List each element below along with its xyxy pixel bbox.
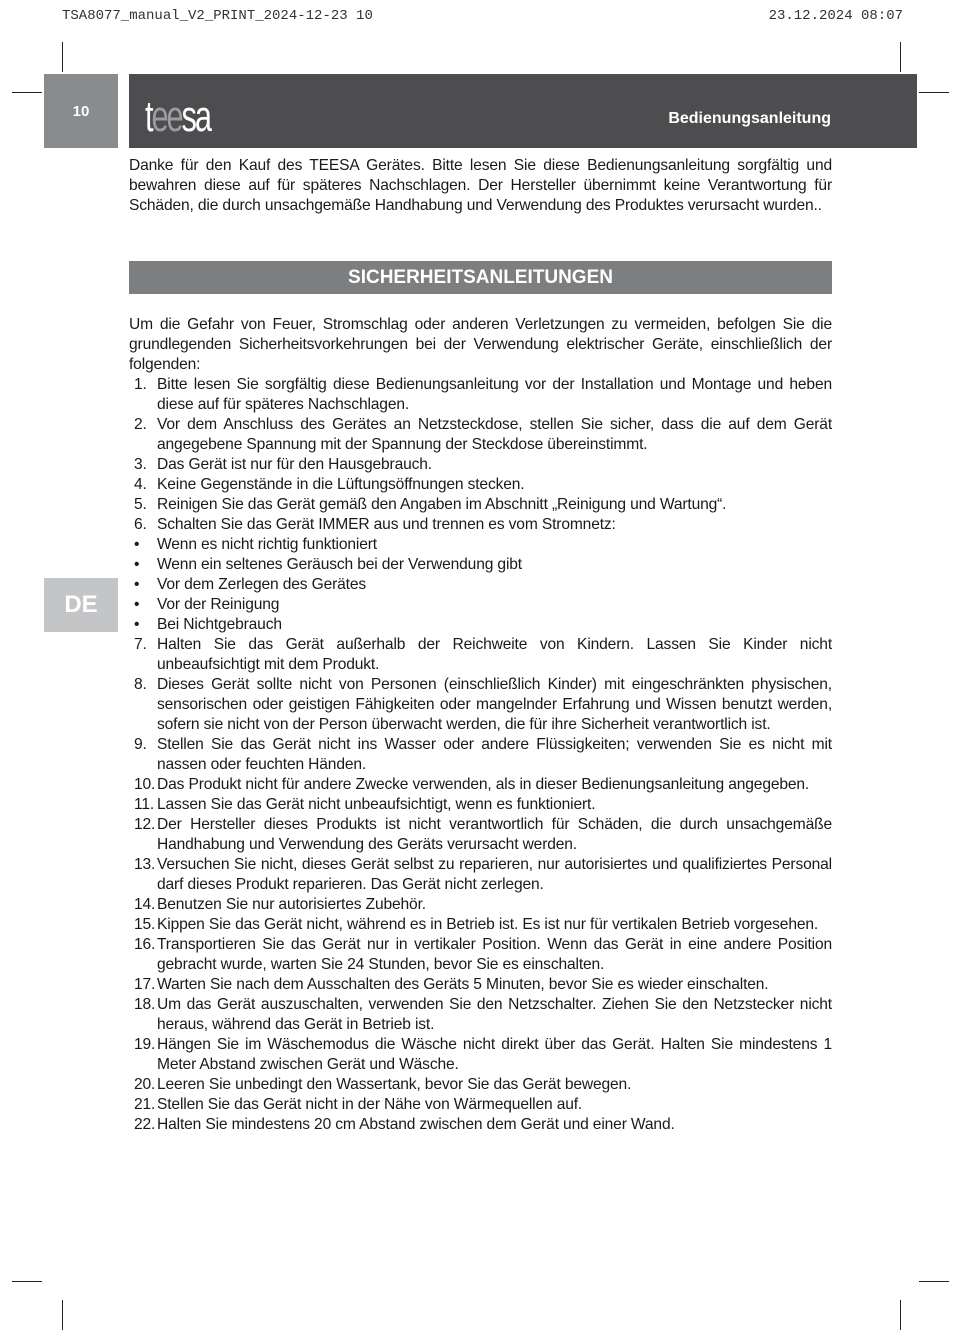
item-number: 8. <box>134 676 147 693</box>
list-item <box>134 535 832 555</box>
item-text: Um das Gerät auszuschalten, verwenden Sie den Netzschalter. Ziehen Sie den Netzstecker nicht heraus, während das Gerät in Betrieb ist. <box>157 996 832 1033</box>
item-number: 21. <box>134 1096 156 1113</box>
list-item <box>134 935 832 975</box>
item-text: Transportieren Sie das Gerät nur in vertikaler Position. Wenn das Gerät in eine andere Position gebracht wurde, warten Sie 24 Stunden, bevor Sie es einschalten. <box>157 936 832 973</box>
list-item <box>134 775 832 795</box>
crop-mark <box>62 42 63 72</box>
list-item <box>134 1075 832 1095</box>
list-item <box>134 415 832 455</box>
list-item <box>134 555 832 575</box>
list-item <box>134 375 832 415</box>
list-item <box>134 1095 832 1115</box>
item-text: Keine Gegenstände in die Lüftungsöffnungen stecken. <box>157 476 525 493</box>
item-text: Dieses Gerät sollte nicht von Personen (einschließlich Kinder) mit eingeschränkten physischen, sensorischen oder geistigen Fähigkeiten oder mangelnder Erfahrung und Wissen benutzt werden, sofern sie nicht von der Person überwacht werden, die für ihre Sicherheit verantwortlich ist. <box>157 676 832 733</box>
item-text: Stellen Sie das Gerät nicht ins Wasser oder andere Flüssigkeiten; verwenden Sie es nicht mit nassen oder feuchten Händen. <box>157 736 832 773</box>
list-item <box>134 1115 832 1135</box>
list-item <box>134 815 832 855</box>
item-number: • <box>134 596 140 613</box>
crop-mark <box>12 1281 42 1282</box>
item-number: 5. <box>134 496 147 513</box>
item-number: 18. <box>134 996 156 1013</box>
item-number: 17. <box>134 976 156 993</box>
item-text: Bei Nichtgebrauch <box>157 616 282 633</box>
item-text: Der Hersteller dieses Produkts ist nicht verantwortlich für Schäden, die durch unsachgemäße Handhabung und Verwendung des Geräts verursacht werden. <box>157 816 832 853</box>
list-item <box>134 615 832 635</box>
list-item <box>134 795 832 815</box>
list-item <box>134 455 832 475</box>
intro-paragraph: Danke für den Kauf des TEESA Gerätes. Bitte lesen Sie diese Bedienungsanleitung sorgfältig und bewahren diese auf für späteres Nachschlagen. Der Hersteller übernimmt keine Verantwortung für Schäden, die durch unsachgemäße Handhabung und Verwendung des Produktes verursacht wurden.. <box>129 157 832 214</box>
item-text: Das Produkt nicht für andere Zwecke verwenden, als in dieser Bedienungsanleitung angegeben. <box>157 776 810 793</box>
print-datetime: 23.12.2024 08:07 <box>768 8 903 24</box>
item-text: Das Gerät ist nur für den Hausgebrauch. <box>157 456 432 473</box>
crop-mark <box>919 92 949 93</box>
item-number: 16. <box>134 936 156 953</box>
crop-mark <box>12 92 42 93</box>
list-item <box>134 895 832 915</box>
item-text: Versuchen Sie nicht, dieses Gerät selbst zu reparieren, nur autorisiertes und qualifiziertes Personal darf dieses Produkt reparieren. Das Gerät nicht zerlegen. <box>157 856 832 893</box>
item-number: 9. <box>134 736 147 753</box>
item-number: 12. <box>134 816 156 833</box>
list-item <box>134 495 832 515</box>
list-item <box>134 515 832 535</box>
item-text: Leeren Sie unbedingt den Wassertank, bevor Sie das Gerät bewegen. <box>157 1076 632 1093</box>
item-text: Wenn es nicht richtig funktioniert <box>157 536 377 553</box>
section-title: SICHERHEITSANLEITUNGEN <box>129 261 832 294</box>
item-number: 11. <box>134 796 155 813</box>
item-text: Halten Sie mindestens 20 cm Abstand zwischen dem Gerät und einer Wand. <box>157 1116 675 1133</box>
item-text: Hängen Sie im Wäschemodus die Wäsche nicht direkt über das Gerät. Halten Sie mindestens 1 Meter Abstand zwischen Gerät und Wäsche. <box>157 1036 832 1073</box>
crop-mark <box>919 1281 949 1282</box>
item-number: 1. <box>134 376 147 393</box>
list-item <box>134 635 832 675</box>
item-number: 4. <box>134 476 147 493</box>
item-number: 6. <box>134 516 147 533</box>
print-filename: TSA8077_manual_V2_PRINT_2024-12-23 10 <box>62 8 373 24</box>
item-text: Reinigen Sie das Gerät gemäß den Angaben im Abschnitt „Reinigung und Wartung“. <box>157 496 727 513</box>
list-item <box>134 595 832 615</box>
safety-list <box>134 375 832 1135</box>
item-number: 3. <box>134 456 147 473</box>
list-item <box>134 1035 832 1075</box>
list-item <box>134 675 832 735</box>
item-number: 2. <box>134 416 147 433</box>
item-text: Bitte lesen Sie sorgfältig diese Bedienungsanleitung vor der Installation und Montage und heben diese auf für späteres Nachschlagen. <box>157 376 832 413</box>
item-text: Kippen Sie das Gerät nicht, während es in Betrieb ist. Es ist nur für vertikalen Betrieb vorgesehen. <box>157 916 819 933</box>
crop-mark <box>62 1300 63 1330</box>
item-number: 10. <box>134 776 156 793</box>
item-number: • <box>134 576 140 593</box>
crop-mark <box>900 1300 901 1330</box>
list-item <box>134 575 832 595</box>
item-number: 7. <box>134 636 147 653</box>
item-number: 22. <box>134 1116 156 1133</box>
item-number: 19. <box>134 1036 156 1053</box>
item-text: Schalten Sie das Gerät IMMER aus und trennen es vom Stromnetz: <box>157 516 616 533</box>
item-number: • <box>134 616 140 633</box>
list-item <box>134 475 832 495</box>
item-text: Vor dem Zerlegen des Gerätes <box>157 576 367 593</box>
list-item <box>134 995 832 1035</box>
language-tab: DE <box>44 578 118 632</box>
item-number: 20. <box>134 1076 156 1093</box>
item-text: Wenn ein seltenes Geräusch bei der Verwendung gibt <box>157 556 522 573</box>
list-item <box>134 735 832 775</box>
item-number: • <box>134 556 140 573</box>
item-text: Vor der Reinigung <box>157 596 280 613</box>
list-item <box>134 855 832 895</box>
item-text: Vor dem Anschluss des Gerätes an Netzsteckdose, stellen Sie sicher, dass die auf dem Gerät angegebene Spannung mit der Spannung der Steckdose übereinstimmt. <box>157 416 832 453</box>
item-number: • <box>134 536 140 553</box>
section-intro: Um die Gefahr von Feuer, Stromschlag oder anderen Verletzungen zu vermeiden, befolgen Sie die grundlegenden Sicherheitsvorkehrungen bei der Verwendung elektrischer Geräte, einschließlich der folgenden: <box>129 316 832 373</box>
page-number: 10 <box>44 74 118 148</box>
item-text: Benutzen Sie nur autorisiertes Zubehör. <box>157 896 426 913</box>
teesa-logo: teesa <box>145 92 210 141</box>
crop-mark <box>900 42 901 72</box>
list-item <box>134 975 832 995</box>
header-title: Bedienungsanleitung <box>668 110 831 127</box>
item-number: 14. <box>134 896 156 913</box>
item-text: Warten Sie nach dem Ausschalten des Geräts 5 Minuten, bevor Sie es wieder einschalten. <box>157 976 769 993</box>
item-number: 15. <box>134 916 156 933</box>
header-bar <box>129 74 917 148</box>
item-text: Halten Sie das Gerät außerhalb der Reichweite von Kindern. Lassen Sie Kinder nicht unbeaufsichtigt mit dem Produkt. <box>157 636 832 673</box>
item-text: Lassen Sie das Gerät nicht unbeaufsichtigt, wenn es funktioniert. <box>157 796 596 813</box>
item-text: Stellen Sie das Gerät nicht in der Nähe von Wärmequellen auf. <box>157 1096 583 1113</box>
list-item <box>134 915 832 935</box>
item-number: 13. <box>134 856 156 873</box>
